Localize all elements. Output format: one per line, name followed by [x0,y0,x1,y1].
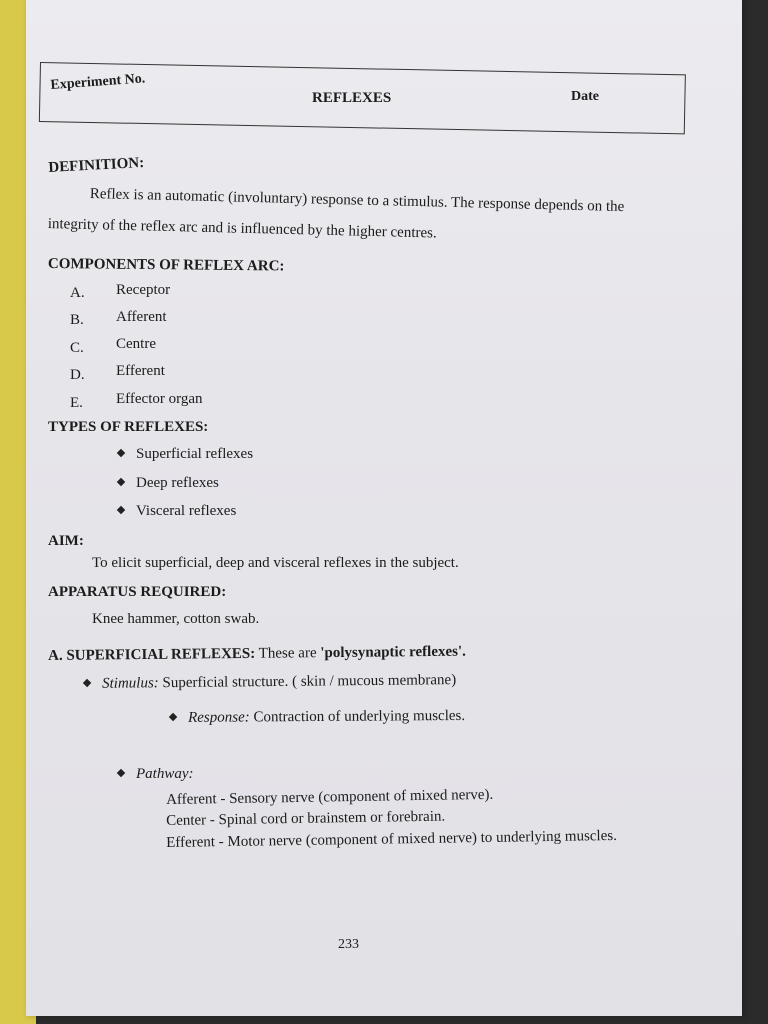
type-item-text: Superficial reflexes [136,446,254,462]
pathway-line-1: Afferent - Sensory nerve (component of mixed nerve). [166,786,494,808]
page-number: 233 [338,937,359,952]
aim-heading: AIM: [48,533,84,549]
pathway-label: Pathway: [136,766,194,782]
types-heading: TYPES OF REFLEXES: [48,419,209,435]
bullet-icon [117,769,125,777]
type-item-text: Deep reflexes [136,475,219,491]
apparatus-heading: APPARATUS REQUIRED: [48,584,227,600]
list-item [118,503,236,520]
superficial-heading: A. SUPERFICIAL REFLEXES: [48,645,256,664]
definition-heading: DEFINITION: [48,154,145,176]
experiment-number-label: Experiment No. [50,71,146,93]
pathway-line-3: Efferent - Motor nerve (component of mixed nerve) to underlying muscles. [166,827,618,851]
response-item [170,708,465,727]
stimulus-label: Stimulus: [101,675,159,692]
pathway-line-2: Center - Spinal cord or brainstem or forebrain. [166,808,446,829]
page-title: REFLEXES [312,90,392,106]
component-text: Efferent [116,363,165,379]
component-letter: E. [70,395,83,411]
bullet-icon [83,679,91,687]
component-letter: C. [70,340,84,356]
component-text: Afferent [116,309,167,325]
bullet-icon [117,478,125,486]
definition-line-1: Reflex is an automatic (involuntary) response to a stimulus. The response depends on the [89,186,625,216]
component-text: Effector organ [116,391,203,407]
list-item [118,446,253,463]
component-letter: A. [70,285,85,301]
components-heading: COMPONENTS OF REFLEX ARC: [47,256,285,275]
stimulus-text: Superficial structure. ( skin / mucous membrane) [162,672,457,692]
type-item-text: Visceral reflexes [136,503,237,519]
response-label: Response: [187,709,250,726]
apparatus-text: Knee hammer, cotton swab. [92,611,260,627]
component-text: Centre [116,336,156,352]
definition-line-2: integrity of the reflex arc and is influenced by the higher centres. [47,216,437,242]
component-text: Receptor [116,282,171,298]
component-letter: B. [70,312,84,328]
bullet-icon [169,713,177,721]
superficial-intro: These are [258,645,321,662]
pathway-item [118,766,194,783]
aim-text: To elicit superficial, deep and visceral reflexes in the subject. [92,555,459,571]
superficial-intro-bold: 'polysynaptic reflexes'. [320,643,466,662]
bullet-icon [117,506,125,514]
date-label: Date [571,89,599,104]
bullet-icon [117,449,125,457]
component-letter: D. [70,367,85,383]
list-item [118,475,219,492]
response-text: Contraction of underlying muscles. [253,707,466,726]
